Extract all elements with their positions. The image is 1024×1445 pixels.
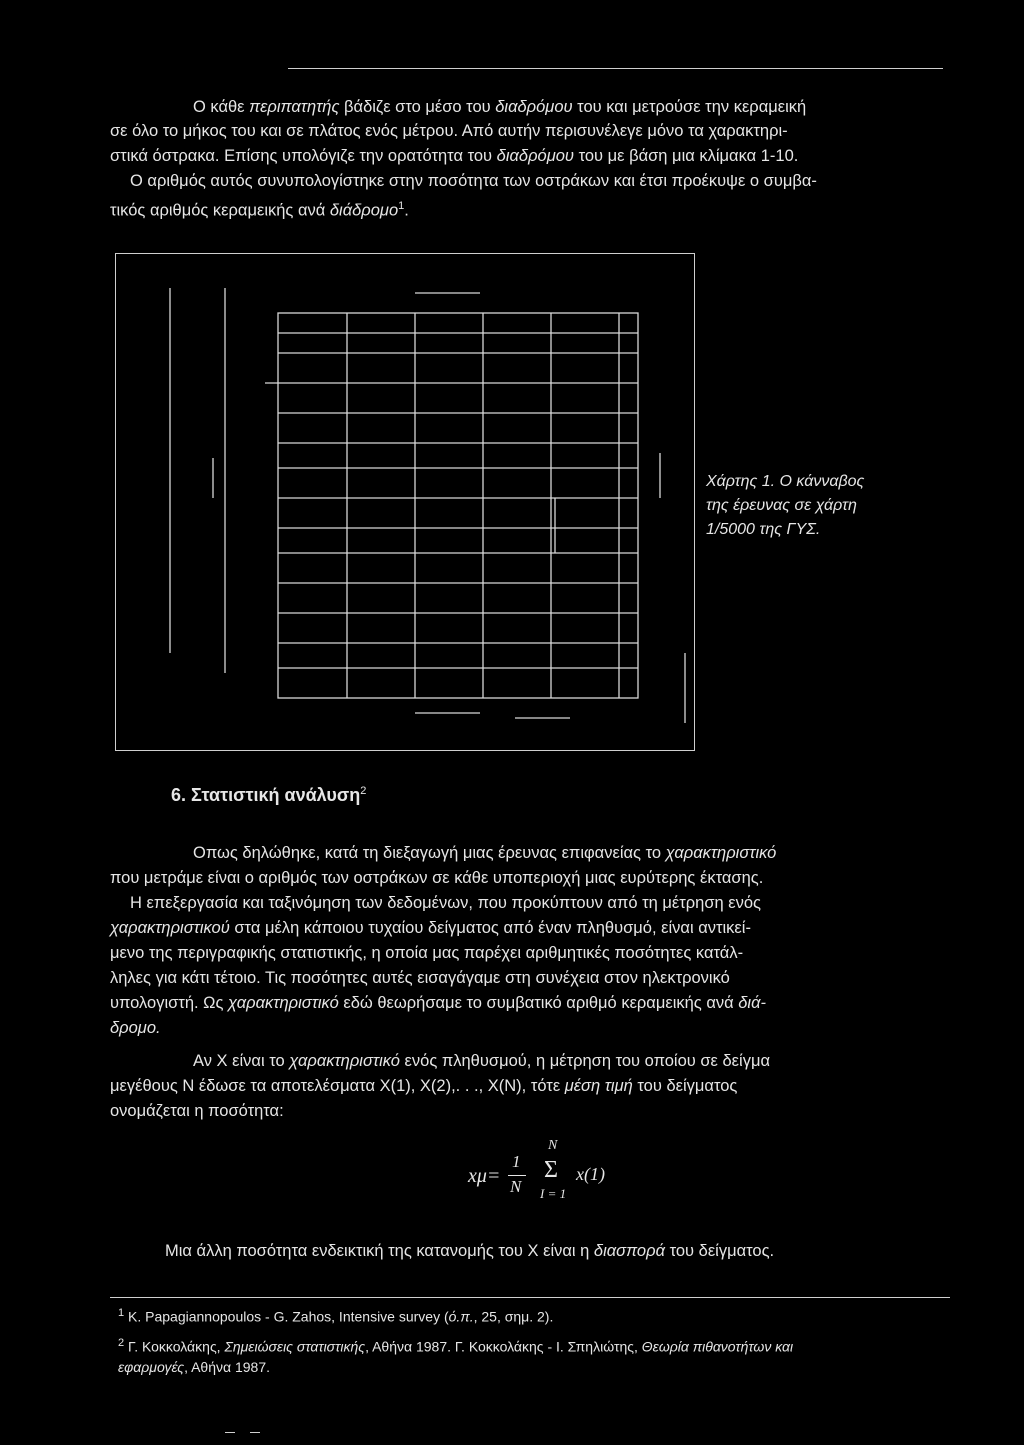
bottom-dash-1 xyxy=(225,1432,235,1433)
footnote-1: $^1$ K. Papagiannopoulos - G. Zahos, Intensive survey (ό.π., 25, σημ. 2). xyxy=(118,1307,554,1325)
top-rule xyxy=(288,68,943,69)
body-line-5: μενο της περιγραφικής στατιστικής, η οποία μας παρέχει αριθμητικές ποσότητες κατάλ- xyxy=(110,944,744,962)
intro-line-3: στικά όστρακα. Επίσης υπολόγιζε την ορατότητα του διαδρόμου του με βάση μια κλίμακα 1-10. xyxy=(110,147,799,165)
figure-caption xyxy=(706,470,946,542)
after-formula-line: Μια άλλη ποσότητα ενδεικτική της κατανομής του Χ είναι η διασπορά του δείγματος. xyxy=(165,1242,775,1260)
body-line-1: Οπως δηλώθηκε, κατά τη διεξαγωγή μιας έρευνας επιφανείας το χαρακτηριστικό xyxy=(193,844,777,862)
caption-line-3: 1/5000 της ΓΥΣ. xyxy=(706,521,821,538)
body-line-4: χαρακτηριστικού στα μέλη κάποιου τυχαίου δείγματος από έναν πληθυσμό, είναι αντικεί- xyxy=(110,919,751,937)
mean-formula: xμ= 1 N N Σ I = 1 x(1) xyxy=(468,1138,605,1201)
caption-line-2: της έρευνας σε χάρτη xyxy=(706,497,857,514)
grid-map-figure xyxy=(115,253,695,751)
section-heading: 6. Στατιστική ανάλυση$^2$ xyxy=(171,785,367,805)
body-line-2: που μετράμε είναι ο αριθμός των οστράκων σε κάθε υποπεριοχή μιας ευρύτερης έκτασης. xyxy=(110,869,764,887)
intro-line-5: τικός αριθμός κεραμεικής ανά διάδρομο$^1$. xyxy=(110,200,409,220)
body-line-7: υπολογιστή. Ως χαρακτηριστικό εδώ θεωρήσαμε το συμβατικό αριθμό κεραμεικής ανά διά- xyxy=(110,994,767,1012)
body-line-11: ονομάζεται η ποσότητα: xyxy=(110,1102,284,1120)
body-line-8: δρομο. xyxy=(110,1019,161,1037)
intro-line-2: σε όλο το μήκος του και σε πλάτος ενός μέτρου. Από αυτήν περισυνέλεγε μόνο τα χαρακτηρι- xyxy=(110,122,788,140)
body-line-3: Η επεξεργασία και ταξινόμηση των δεδομένων, που προκύπτουν από τη μέτρηση ενός xyxy=(130,894,762,912)
bottom-dash-2 xyxy=(250,1432,260,1433)
intro-line-1: Ο κάθε περιπατητής βάδιζε στο μέσο του διαδρόμου του και μετρούσε την κεραμεική xyxy=(193,98,807,116)
intro-line-4: Ο αριθμός αυτός συνυπολογίστηκε στην ποσότητα των οστράκων και έτσι προέκυψε ο συμβα- xyxy=(130,172,817,190)
body-line-9: Αν Χ είναι το χαρακτηριστικό ενός πληθυσμού, η μέτρηση του οποίου σε δείγμα xyxy=(193,1052,771,1070)
footnote-rule xyxy=(110,1297,950,1298)
footnote-2: $^2$ Γ. Κοκκολάκης, Σημειώσεις στατιστικής, Αθήνα 1987. Γ. Κοκκολάκης - Ι. Σπηλιώτης, Θεωρία πιθανοτήτων και εφαρμογές, Αθήνα 1987. xyxy=(118,1337,794,1375)
body-line-6: ληλες για κάτι τέτοιο. Τις ποσότητες αυτές εισαγάγαμε στη συνέχεια στον ηλεκτρονικό xyxy=(110,969,730,987)
body-line-10: μεγέθους Ν έδωσε τα αποτελέσματα Χ(1), Χ(2),. . ., Χ(Ν), τότε μέση τιμή του δείγματος xyxy=(110,1077,738,1095)
footnote-ref: 2 xyxy=(360,785,367,797)
caption-line-1: Χάρτης 1. Ο κάνναβος xyxy=(706,473,865,490)
